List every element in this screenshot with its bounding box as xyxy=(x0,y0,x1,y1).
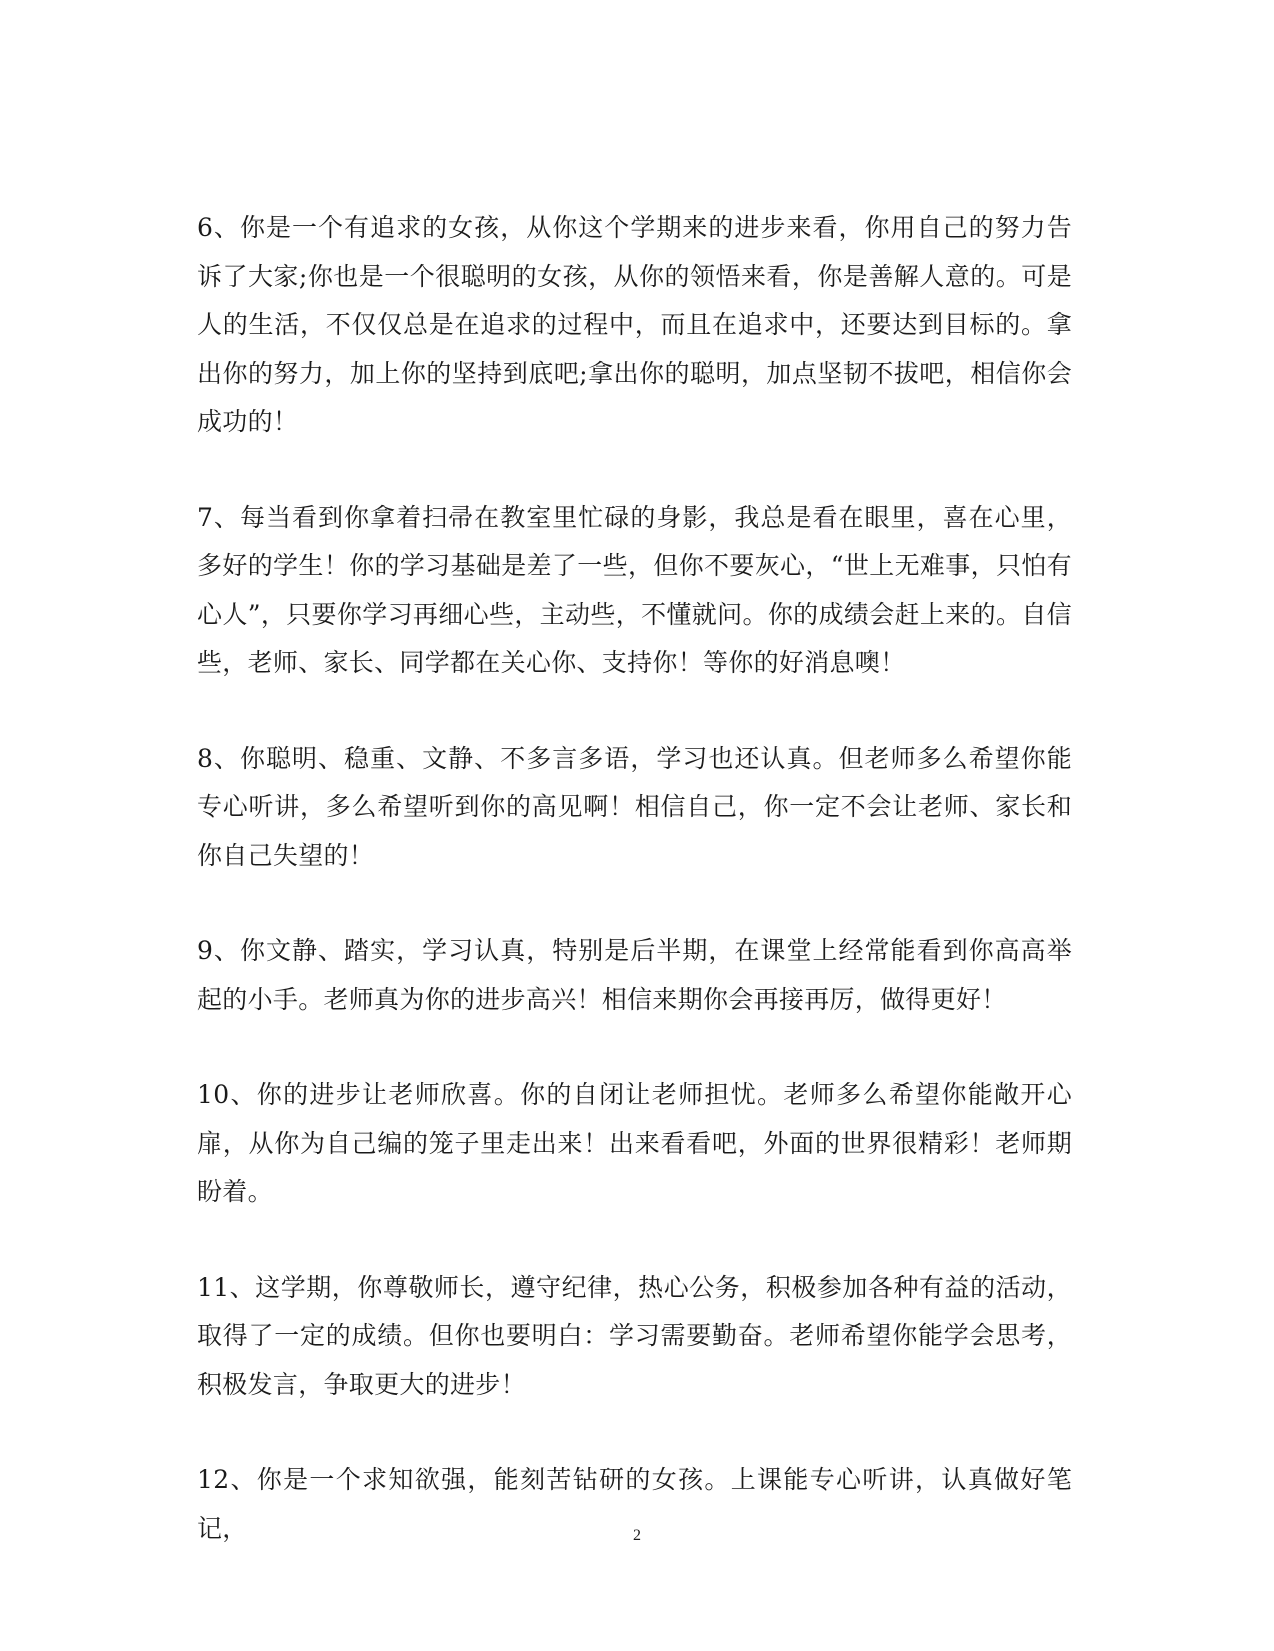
page-number: 2 xyxy=(633,1527,641,1544)
paragraph-9: 9、你文静、踏实，学习认真，特别是后半期，在课堂上经常能看到你高高举起的小手。老师真为你的进步高兴！相信来期你会再接再厉，做得更好！ xyxy=(197,936,1072,1014)
paragraph-8: 8、你聪明、稳重、文静、不多言多语，学习也还认真。但老师多么希望你能专心听讲，多么希望听到你的高见啊！相信自己，你一定不会让老师、家长和你自己失望的！ xyxy=(197,743,1072,870)
paragraph-12: 12、你是一个求知欲强，能刻苦钻研的女孩。上课能专心听讲，认真做好笔记， xyxy=(197,1465,1072,1543)
document-body xyxy=(197,204,1072,1553)
paragraph-10: 10、你的进步让老师欣喜。你的自闭让老师担忧。老师多么希望你能敞开心扉，从你为自己编的笼子里走出来！出来看看吧，外面的世界很精彩！老师期盼着。 xyxy=(197,1080,1072,1206)
paragraph-11: 11、这学期，你尊敬师长，遵守纪律，热心公务，积极参加各种有益的活动，取得了一定的成绩。但你也要明白：学习需要勤奋。老师希望你能学会思考，积极发言，争取更大的进步！ xyxy=(197,1272,1072,1399)
paragraph-6: 6、你是一个有追求的女孩，从你这个学期来的进步来看，你用自己的努力告诉了大家;你也是一个很聪明的女孩，从你的领悟来看，你是善解人意的。可是人的生活，不仅仅总是在追求的过程中，而且在追求中，还要达到目标的。拿出你的努力，加上你的坚持到底吧;拿出你的聪明，加点坚韧不拔吧，相信你会成功的！ xyxy=(197,213,1072,436)
paragraph-7: 7、每当看到你拿着扫帚在教室里忙碌的身影，我总是看在眼里，喜在心里，多好的学生！你的学习基础是差了一些，但你不要灰心，“世上无难事，只怕有心人”，只要你学习再细心些，主动些，不懂就问。你的成绩会赶上来的。自信些，老师、家长、同学都在关心你、支持你！等你的好消息噢！ xyxy=(197,502,1072,677)
